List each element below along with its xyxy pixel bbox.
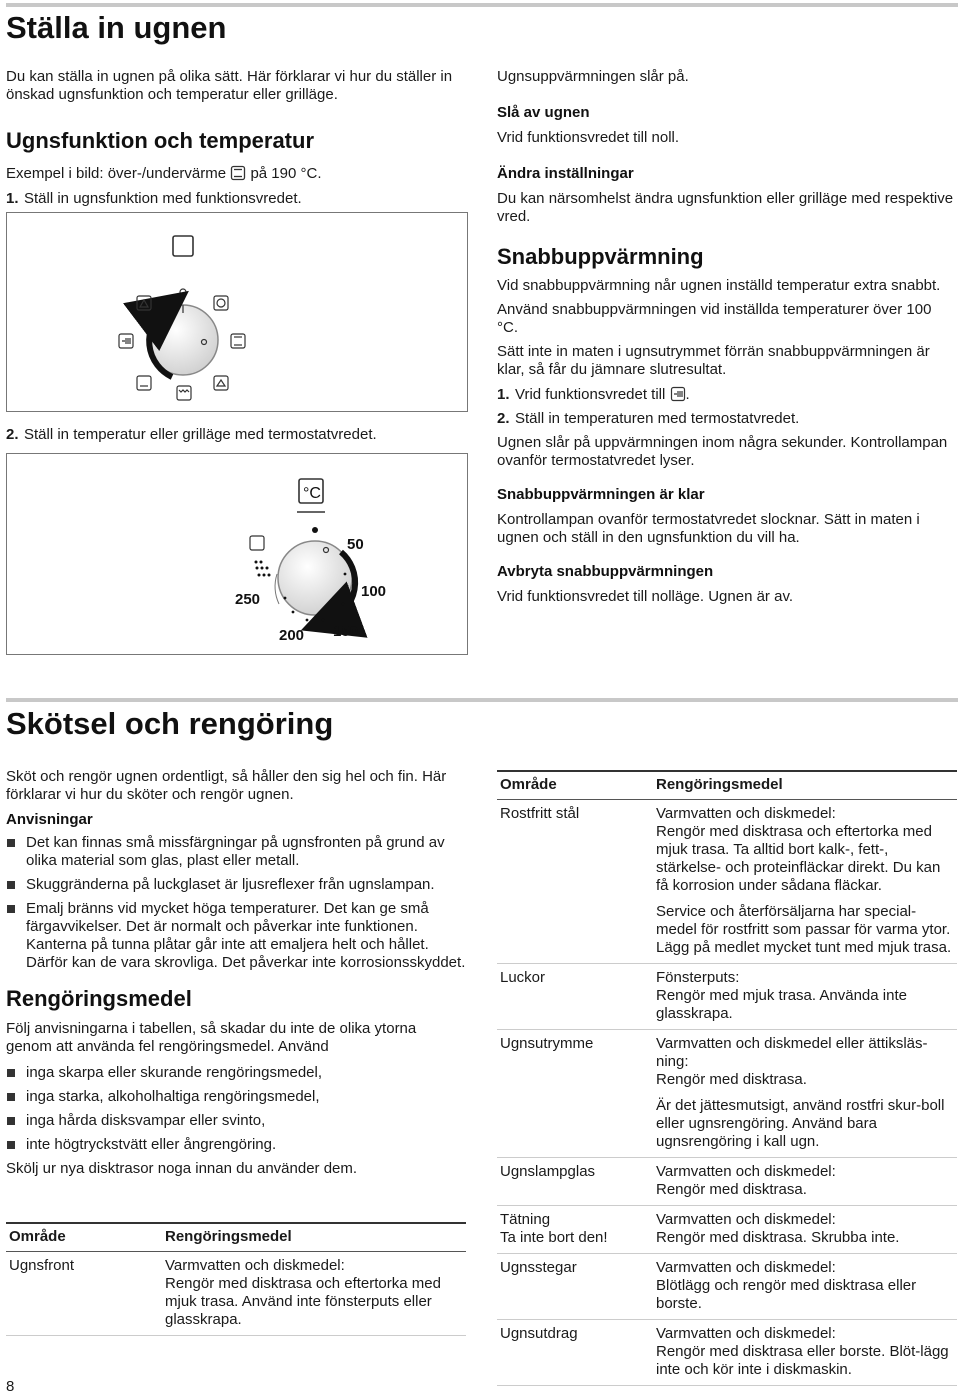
cell-agent	[653, 1320, 957, 1386]
zero-dot-icon	[312, 527, 318, 533]
cell-agent	[653, 1254, 957, 1320]
dont-use-item: inga starka, alkoholhaltiga rengöringsmedel,	[6, 1088, 466, 1106]
cell-agent	[653, 1030, 957, 1158]
header-area: Område	[6, 1223, 162, 1252]
table-row	[497, 1320, 957, 1386]
cancel-heading: Avbryta snabbuppvärmningen	[497, 563, 714, 580]
rinse-text: Skölj ur nya disktrasor noga innan du använder dem.	[6, 1160, 358, 1177]
top-bottom-heat-icon	[231, 334, 245, 348]
left-cleaning-table	[6, 1222, 466, 1336]
dont-use-item: inte högtryckstvätt eller ångrengöring.	[6, 1136, 466, 1154]
temp-label-50: 50	[347, 536, 364, 553]
function-knob-illustration	[7, 213, 467, 411]
left-cleaning-table-wrap	[6, 1222, 466, 1336]
cell-area: Rostfritt stål	[497, 800, 653, 964]
cell-area: Ugnsutdrag	[497, 1320, 653, 1386]
section-title: Ställa in ugnen	[6, 10, 227, 45]
care-section-title: Skötsel och rengöring	[6, 706, 334, 741]
thermostat-knob-illustration	[7, 454, 467, 654]
right-cleaning-table-wrap	[497, 770, 957, 1386]
subsection-title: Ugnsfunktion och temperatur	[6, 128, 315, 153]
cell-paragraph: Service och återförsäljarna har special-medel för rostfritt som passar för varma ytor. Lägg på medlet mycket tunt med mjuk trasa.	[656, 903, 952, 956]
intro-text: Du kan ställa in ugnen på olika sätt. Här förklarar vi hur du ställer in önskad ugnsfunktion och temperatur eller grilläge.	[6, 68, 453, 103]
top-bottom-heat-icon	[230, 165, 246, 181]
header-agent: Rengöringsmedel	[653, 771, 957, 800]
table-row	[497, 964, 957, 1030]
cell-area: Ugnsstegar	[497, 1254, 653, 1320]
dont-use-item: inga skarpa eller skurande rengöringsmedel,	[6, 1064, 466, 1082]
bottom-heat-icon	[137, 376, 151, 390]
header-area: Område	[497, 771, 653, 800]
notes-list	[6, 834, 466, 972]
rapid-step-2: 2. Ställ in temperaturen med termostatvredet.	[497, 410, 800, 427]
temp-label-200: 200	[279, 627, 305, 644]
table-row	[497, 1158, 957, 1206]
thermostat-knob	[278, 541, 352, 615]
change-text: Du kan närsomhelst ändra ugnsfunktion eller grilläge med respektive vred.	[497, 190, 954, 225]
celsius-label: °C	[303, 485, 321, 502]
cell-paragraph: Varmvatten och diskmedel: Rengör med disktrasa.	[656, 1163, 836, 1198]
rapid-heat-icon	[670, 386, 686, 402]
cell-paragraph: Varmvatten och diskmedel eller ättiksläs-ning: Rengör med disktrasa.	[656, 1035, 928, 1088]
left-column-top	[6, 68, 466, 208]
rapid-result-text: Ugnen slår på uppvärmningen inom några sekunder. Kontrollampan ovanför termostatvredet lyser.	[497, 434, 948, 469]
temp-label-150: 150	[333, 623, 359, 640]
agents-heading: Rengöringsmedel	[6, 986, 192, 1011]
table-row	[497, 1254, 957, 1320]
temp-label-250: 250	[235, 591, 261, 608]
table-header-row	[497, 771, 957, 800]
cell-paragraph: Varmvatten och diskmedel: Rengör med disktrasa och eftertorka med mjuk trasa. Använd inte fönsterputs eller glasskrapa.	[165, 1257, 441, 1328]
defrost-icon	[214, 376, 228, 390]
cell-paragraph: Varmvatten och diskmedel: Rengör med disktrasa. Skrubba inte.	[656, 1211, 900, 1246]
thermostat-knob-figure	[6, 453, 468, 655]
note-item: Det kan finnas små missfärgningar på ugnsfronten på grund av olika material som glas, plast eller metall.	[6, 834, 466, 870]
cell-agent	[653, 964, 957, 1030]
function-knob-figure	[6, 212, 468, 412]
cell-area: Ugnsutrymme	[497, 1030, 653, 1158]
cancel-text: Vrid funktionsvredet till nolläge. Ugnen är av.	[497, 588, 793, 605]
right-cleaning-table	[497, 770, 957, 1386]
zero-mark-icon	[180, 289, 186, 295]
table-row	[497, 1206, 957, 1254]
example-text: Exempel i bild: över-/undervärme på 190 °C.	[6, 165, 322, 182]
step-2: 2. Ställ in temperatur eller grilläge med termostatvredet.	[6, 426, 377, 443]
grill-icon	[250, 536, 264, 550]
grill-level-dots-icon	[255, 561, 271, 577]
care-intro: Sköt och rengör ugnen ordentligt, så håller den sig hel och fin. Här förklarar vi hur du sköter och rengör ugnen.	[6, 768, 447, 803]
note-item: Skuggränderna på luckglaset är ljusreflexer från ugnslampan.	[6, 876, 466, 894]
cell-area: Luckor	[497, 964, 653, 1030]
left-table-body	[6, 1252, 466, 1336]
rapid-text-3: Sätt inte in maten i ugnsutrymmet förrän snabbuppvärmningen är klar, så får du jämnare slutresultat.	[497, 343, 930, 378]
off-heading: Slå av ugnen	[497, 104, 590, 121]
cell-area: Ugnsfront	[6, 1252, 162, 1336]
care-left-column	[6, 768, 466, 1178]
page-number: 8	[6, 1378, 15, 1395]
right-table-body	[497, 800, 957, 1386]
cell-paragraph: Varmvatten och diskmedel: Rengör med disktrasa och eftertorka med mjuk trasa. Ta alltid bort kalk-, fett-, stärkelse- och proteinfläckar direkt. Du kan få korrosion under sådana fläckar.	[656, 805, 941, 894]
ready-heading: Snabbuppvärmningen är klar	[497, 486, 705, 503]
fan-grill-icon	[137, 296, 151, 310]
header-agent: Rengöringsmedel	[162, 1223, 466, 1252]
right-column-top	[497, 68, 955, 606]
off-text: Vrid funktionsvredet till noll.	[497, 129, 680, 146]
temp-label-100: 100	[361, 583, 387, 600]
cell-agent	[653, 1158, 957, 1206]
table-header-row	[6, 1223, 466, 1252]
rapid-text-2: Använd snabbuppvärmningen vid inställda temperaturer över 100 °C.	[497, 301, 932, 336]
hot-air-icon	[214, 296, 228, 310]
cell-agent	[162, 1252, 466, 1336]
section-rule-top	[6, 3, 958, 7]
notes-heading: Anvisningar	[6, 811, 93, 828]
rapid-heat-title: Snabbuppvärmning	[497, 244, 704, 269]
table-row	[497, 1030, 957, 1158]
change-heading: Ändra inställningar	[497, 165, 634, 182]
step-1: 1. Ställ in ugnsfunktion med funktionsvredet.	[6, 190, 302, 207]
agents-intro: Följ anvisningarna i tabellen, så skadar du inte de olika ytorna genom att använda fel rengöringsmedel. Använd	[6, 1020, 417, 1055]
grill-icon	[177, 386, 191, 400]
dont-use-list	[6, 1064, 466, 1154]
section-rule-care	[6, 698, 958, 702]
table-row	[6, 1252, 466, 1336]
cell-paragraph: Varmvatten och diskmedel: Rengör med disktrasa eller borste. Blöt-lägg inte och kör inte i diskmaskin.	[656, 1325, 949, 1378]
cell-area: Tätning Ta inte bort den!	[497, 1206, 653, 1254]
preheat-on-text: Ugnsuppvärmningen slår på.	[497, 68, 689, 85]
cell-area: Ugnslampglas	[497, 1158, 653, 1206]
ready-text: Kontrollampan ovanför termostatvredet slocknar. Sätt in maten i ugnen och ställ in den ugnsfunktion du vill ha.	[497, 511, 920, 546]
cell-paragraph: Fönsterputs: Rengör med mjuk trasa. Använda inte glasskrapa.	[656, 969, 907, 1022]
cell-agent	[653, 800, 957, 964]
table-row	[497, 800, 957, 964]
cell-paragraph: Är det jättesmutsigt, använd rostfri skur-boll eller ugnsrengöring. Använd bara ugnsrengöring i kall ugn.	[656, 1097, 945, 1150]
indicator-square-icon	[173, 236, 193, 256]
rapid-step-1: 1. Vrid funktionsvredet till .	[497, 386, 690, 403]
cell-agent	[653, 1206, 957, 1254]
rapid-text-1: Vid snabbuppvärmning når ugnen inställd temperatur extra snabbt.	[497, 277, 941, 294]
dont-use-item: inga hårda disksvampar eller svinto,	[6, 1112, 466, 1130]
note-item: Emalj bränns vid mycket höga temperaturer. Det kan ge små färgavvikelser. Det är normalt och påverkar inte funktionen. Kanterna på tunna plåtar går inte att emaljera helt och hållet. Därför kan de vara skrovliga. Det påverkar inte korrosionsskyddet.	[6, 900, 466, 972]
cell-paragraph: Varmvatten och diskmedel: Blötlägg och rengör med disktrasa eller borste.	[656, 1259, 917, 1312]
